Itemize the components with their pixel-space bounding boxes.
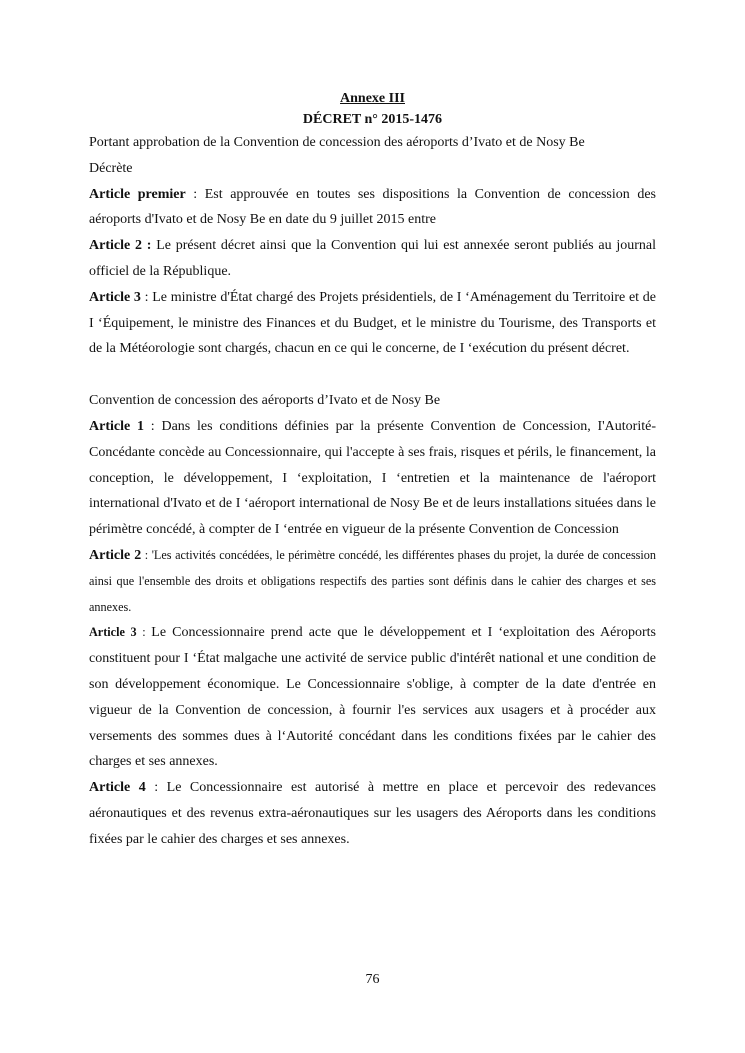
convention-article-separator: : (143, 418, 162, 434)
convention-article-text: Le Concessionnaire est autorisé à mettre en place et percevoir des redevances aéronautiques et des revenus extra-aéronautiques sur les usagers des Aéroports dans les conditions fixées par le cahier des charges et ses annexes. (89, 780, 656, 847)
decree-article-text: Le présent décret ainsi que la Convention qui lui est annexée seront publiés au journal officiel de la République. (89, 238, 657, 279)
decree-article-separator: : (185, 186, 205, 202)
decree-label: Décrète (89, 160, 133, 176)
convention-article-2 (89, 543, 656, 620)
decree-article-text: Est approuvée en toutes ses dispositions la Convention de concession des aéroports d'Ivato et de Nosy Be en date du 9 juillet 2015 entre (89, 186, 656, 228)
decree-article-2 (89, 233, 656, 285)
decree-article-3 (89, 285, 656, 362)
convention-title: Convention de concession des aéroports d’Ivato et de Nosy Be (89, 393, 441, 409)
convention-article-label: Article 3 (89, 625, 137, 640)
decree-title: DÉCRET n° 2015-1476 (302, 112, 443, 127)
decree-article-label: Article 2 : (89, 238, 152, 254)
decree-article-label: Article premier (89, 186, 186, 202)
convention-article-text: Le Concessionnaire prend acte que le développement et I ‘exploitation des Aéroports constituent pour I ‘État malgache une activité de service public d'intérêt national et une condition de son développement économique. Le Concessionnaire s'oblige, à compter de la date d'entrée en vigueur de la Convention de concession, à fournir l'es services aux usagers et à procéder aux versements des sommes dues à l‘Autorité concédant dans les conditions fixées par le cahier des charges et ses annexes. (89, 625, 656, 770)
convention-article-3 (89, 620, 656, 775)
convention-article-separator: : (145, 780, 167, 796)
convention-article-4 (89, 775, 656, 852)
convention-article-text: Dans les conditions définies par la présente Convention de Concession, I'Autorité-Concédante concède au Concessionnaire, qui l'accepte à ses frais, risques et périls, le financement, la conception, le développement, I ‘exploitation, I ‘entretien et la maintenance de l'aéroport international d'Ivato et de I ‘aéroport international de Nosy Be et de leurs installations situées dans le périmètre concédé, à compter de I ‘entrée en vigueur de la présente Convention de Concession (89, 418, 656, 538)
convention-article-label: Article 4 (89, 780, 146, 796)
decree-article-label: Article 3 (89, 289, 141, 305)
convention-article-1 (89, 414, 656, 543)
convention-article-text: 'Les activités concédées, le périmètre concédé, les différentes phases du projet, la durée de concession ainsi que l'ensemble des droits et obligations respectifs des parties sont définis dans le cahier des charges et ses annexes. (89, 547, 656, 614)
convention-article-separator: : (136, 625, 152, 640)
convention-article-label: Article 1 (89, 418, 144, 434)
decree-subject: Portant approbation de la Convention de concession des aéroports d’Ivato et de Nosy Be (89, 135, 585, 150)
section-gap (89, 362, 656, 388)
decree-article-text: Le ministre d'État chargé des Projets présidentiels, de I ‘Aménagement du Territoire et de I ‘Équipement, le ministre des Finances et du Budget, et le ministre du Tourisme, des Transports et de la Météorologie sont chargés, chacun en ce qui le concerne, de I ‘exécution du présent décret. (89, 289, 657, 357)
page-number: 76 (365, 972, 380, 987)
convention-article-separator: : (141, 547, 152, 562)
annex-title: Annexe III (340, 91, 405, 106)
decree-article-separator: : (140, 289, 153, 305)
convention-article-label: Article 2 (89, 547, 142, 563)
decree-article-premier (89, 182, 656, 234)
document-page (89, 88, 656, 853)
